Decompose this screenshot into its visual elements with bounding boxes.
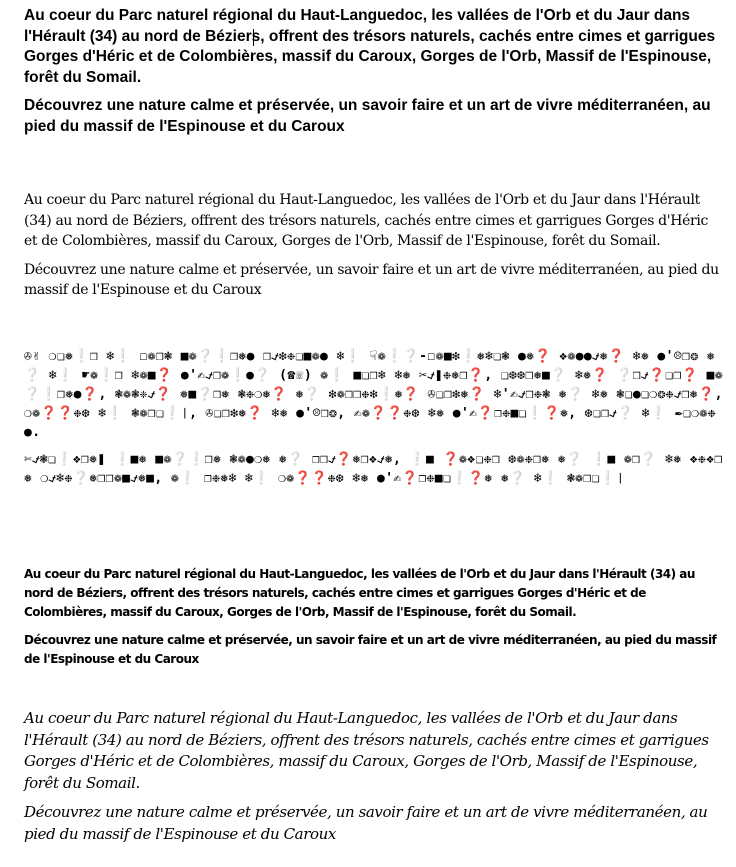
text-block-symbol-font (24, 347, 724, 488)
text-block-serif (24, 190, 724, 301)
paragraph-discover-symbols: ✄⍻❃❏❕❖❒❅❚ ❕■❅ ■❁❔❕❒❅ ❃❁●❍❅ ❅❔ ❐❒⍻❓❅❒❖⍻❅, ❕■ ❓❁❖❏❉❒ ❆❁❉❒❅ ❅❔ ❕■ ❁❒❔ ❄❅ ❖❉❖❒❅ ❍⍻❄❉❔❅❒❒❁■⍻❅■, ❁❕ ❐❉❅❄ ❄❕ ❍❁❓❓❉❆ ❄❅ ●'✍❓❐❉■❏❕❓❅ ❅❔ ❄❕ ❃❁❒❏❕❘ (24, 452, 723, 486)
paragraph-discover: Découvrez une nature calme et préservée, un savoir faire et un art de vivre méditerranéen, au pied du massif de l'Espinouse et du Caroux (24, 261, 719, 298)
paragraph-intro: Au coeur du Parc naturel régional du Haut-Languedoc, les vallées de l'Orb et du Jaur dans l'Hérault (34) au nord de Béziers, offrent des trésors naturels, cachés entre cimes et garrigues Gorges d'Héric et de Colombières, massif du Caroux, Gorges de l'Orb, Massif de l'Espinouse, forêt du Somail. (24, 192, 708, 249)
text-block-italic-script (24, 708, 724, 845)
paragraph-discover: Découvrez une nature calme et préservée, un savoir faire et un art de vivre méditerranéen, au pied du massif de l'Espinouse et du Caroux (24, 97, 711, 135)
paragraph-intro: Au coeur du Parc naturel régional du Haut-Languedoc, les vallées de l'Orb et du Jaur dans l'Hérault (34) au nord de Béziers, offrent des trésors naturels, cachés entre cimes et garrigues Gorges d'Héric et de Colombières, massif du Caroux, Gorges de l'Orb, Massif de l'Espinouse, forêt du Somail. (24, 567, 695, 619)
text-block-bold-sans (24, 6, 724, 137)
paragraph-intro: Au coeur du Parc naturel régional du Haut-Languedoc, les vallées de l'Orb et du Jaur dans l'Hérault (34) au nord de Béziers, offrent des trésors naturels, cachés entre cimes et garrigues Gorges d'Héric et de Colombières, massif du Caroux, Gorges de l'Orb, Massif de l'Espinouse, forêt du Somail. (24, 7, 716, 86)
text-block-semibold-sans (24, 565, 724, 669)
paragraph-intro-symbols: ✇✌ ❍❏❅❕❒ ❄❕ ☐❁❒❃ ■❁❔❕❒❅● ❒⍻❇❉❏■❁● ❄❕ ☟❁❕❔-☐❁■❇❕❅❄❏❃ ●❅❓ ❖❁●●⍻❅❓ ❄❅ ●'☹❒❂ ❅❔ ❄❕ ☛❁❕❒ ❄❁■❓ ●'✍⍻❒❁❕●❔ (☎☏) ❁❕ ■❏❒❄ ❄❅ ✂⍻❚❉❅❒❓, ❏❆❆❒❅■❔ ❄❅❓ ❔❒⍻❓❏❒❓ ■❁❔❕❒❅●❓, ❃❁❃❈⍻❓ ❅■❔❒❅ ❃❉❍❅❓ ❅❔ ❇❁❒❒❉❇❕❅❓ ✇❏❒❇❅❓ ❄'✍⍻❒❉❃ ❅❔ ❄❅ ❃❏●❏❍❂❉⍻❒❅❓, ❍❁❓❓❉❆ ❄❕ ❃❁❒❏❕❘, ✇❏❒❇❅❓ ❄❅ ●'☹❒❂, ✍❁❓❓❉❆ ❄❅ ●'✍❓❐❉■❏❕❓❅, ❆❏❒⍻❔ ❄❕ ✒❏❍❁❉●. (24, 349, 723, 440)
paragraph-discover: Découvrez une nature calme et préservée, un savoir faire et un art de vivre méditerranéen, au pied du massif de l'Espinouse et du Caroux (24, 633, 717, 666)
paragraph-discover: Découvrez une nature calme et préservée, un savoir faire et un art de vivre méditerranéen, au pied du massif de l'Espinouse et du Caroux (24, 803, 708, 843)
paragraph-intro: Au coeur du Parc naturel régional du Haut-Languedoc, les vallées de l'Orb et du Jaur dans l'Hérault (34) au nord de Béziers, offrent des trésors naturels, cachés entre cimes et garrigues Gorges d'Héric et de Colombières, massif du Caroux, Gorges de l'Orb, Massif de l'Espinouse, forêt du Somail. (24, 709, 709, 792)
